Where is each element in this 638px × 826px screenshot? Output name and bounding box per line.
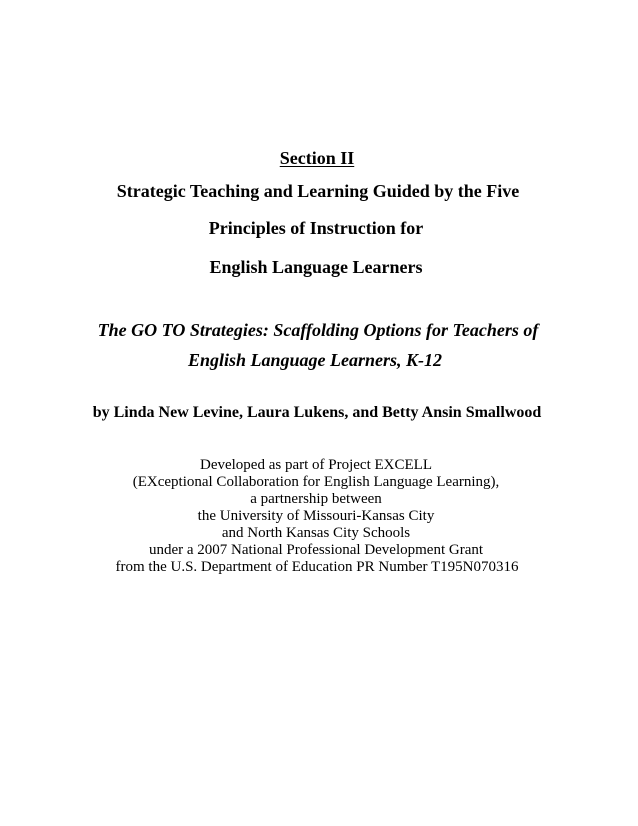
development-note-line-1: Developed as part of Project EXCELL: [199, 457, 432, 473]
title-line-3: English Language Learners: [209, 257, 423, 277]
subtitle-line-1: The GO TO Strategies: Scaffolding Options for Teachers of: [97, 320, 539, 340]
title-line-2: Principles of Instruction for: [208, 218, 424, 238]
development-note-line-7: from the U.S. Department of Education PR Number T195N070316: [115, 559, 519, 575]
development-note-line-2: (EXceptional Collaboration for English Language Learning),: [132, 474, 500, 490]
authors-line: by Linda New Levine, Laura Lukens, and Betty Ansin Smallwood: [92, 404, 542, 421]
development-note-line-6: under a 2007 National Professional Development Grant: [148, 542, 484, 558]
section-heading: Section II: [279, 148, 355, 168]
development-note-line-4: the University of Missouri-Kansas City: [197, 508, 435, 524]
subtitle-line-2: English Language Learners, K-12: [187, 350, 443, 370]
development-note-line-5: and North Kansas City Schools: [221, 525, 411, 541]
development-note-line-3: a partnership between: [250, 491, 382, 507]
title-line-1: Strategic Teaching and Learning Guided by the Five: [116, 181, 520, 201]
